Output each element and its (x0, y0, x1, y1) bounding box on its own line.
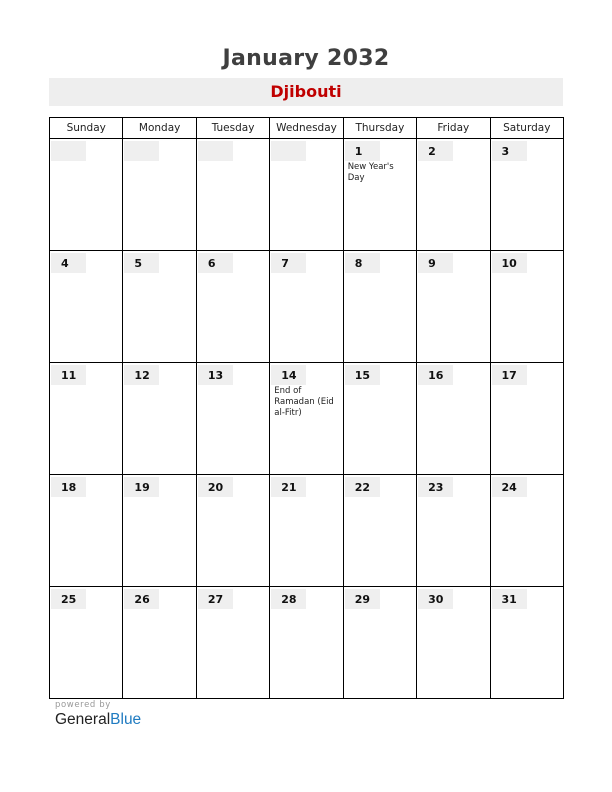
brand-footer (55, 700, 141, 729)
day-number: 10 (492, 253, 527, 273)
day-cell (490, 363, 563, 475)
country-name: Djibouti (270, 82, 342, 101)
day-number: 31 (492, 589, 527, 609)
day-cell (490, 251, 563, 363)
day-number: 7 (271, 253, 306, 273)
day-cell (196, 139, 269, 251)
day-number: 19 (124, 477, 159, 497)
day-number (124, 141, 159, 161)
day-number: 11 (51, 365, 86, 385)
day-cell (270, 475, 343, 587)
day-cell (270, 587, 343, 699)
day-number: 29 (345, 589, 380, 609)
week-row (50, 139, 564, 251)
day-cell (50, 363, 123, 475)
day-number (198, 141, 233, 161)
week-row (50, 363, 564, 475)
day-cell (343, 251, 416, 363)
day-number: 30 (418, 589, 453, 609)
day-cell (270, 363, 343, 475)
day-number: 12 (124, 365, 159, 385)
day-number: 21 (271, 477, 306, 497)
logo-text-general: General (55, 711, 111, 728)
day-cell (343, 139, 416, 251)
day-cell (196, 251, 269, 363)
day-number: 9 (418, 253, 453, 273)
day-cell (417, 139, 490, 251)
day-number: 13 (198, 365, 233, 385)
day-number: 17 (492, 365, 527, 385)
day-number: 22 (345, 477, 380, 497)
day-cell (343, 475, 416, 587)
day-cell (123, 139, 196, 251)
day-number: 25 (51, 589, 86, 609)
calendar-grid (49, 117, 564, 699)
day-cell (490, 587, 563, 699)
day-cell (123, 475, 196, 587)
day-cell (50, 475, 123, 587)
day-number: 18 (51, 477, 86, 497)
week-row (50, 475, 564, 587)
day-number: 1 (345, 141, 380, 161)
day-number: 15 (345, 365, 380, 385)
week-row (50, 251, 564, 363)
day-number: 24 (492, 477, 527, 497)
day-cell (417, 363, 490, 475)
weekday-tuesday: Tuesday (196, 118, 269, 139)
day-number: 4 (51, 253, 86, 273)
day-cell (343, 363, 416, 475)
day-cell (417, 251, 490, 363)
weekday-thursday: Thursday (343, 118, 416, 139)
day-number: 5 (124, 253, 159, 273)
day-cell (417, 587, 490, 699)
day-number: 8 (345, 253, 380, 273)
holiday-label: New Year's Day (347, 162, 394, 183)
day-number: 3 (492, 141, 527, 161)
weekday-sunday: Sunday (50, 118, 123, 139)
day-number (271, 141, 306, 161)
day-cell (270, 139, 343, 251)
weekday-wednesday: Wednesday (270, 118, 343, 139)
day-number (51, 141, 86, 161)
day-cell (50, 139, 123, 251)
day-cell (123, 587, 196, 699)
day-cell (417, 475, 490, 587)
weekday-header-row (50, 118, 564, 139)
day-number: 23 (418, 477, 453, 497)
day-number: 27 (198, 589, 233, 609)
day-cell (50, 251, 123, 363)
day-cell (196, 587, 269, 699)
day-number: 2 (418, 141, 453, 161)
day-cell (343, 587, 416, 699)
day-cell (270, 251, 343, 363)
country-banner (49, 78, 563, 106)
day-cell (490, 475, 563, 587)
day-cell (490, 139, 563, 251)
day-number: 28 (271, 589, 306, 609)
day-number: 6 (198, 253, 233, 273)
day-cell (123, 251, 196, 363)
day-number: 14 (271, 365, 306, 385)
day-number: 26 (124, 589, 159, 609)
day-cell (123, 363, 196, 475)
day-cell (196, 363, 269, 475)
logo-text-blue: Blue (110, 711, 142, 728)
day-cell (196, 475, 269, 587)
weekday-friday: Friday (417, 118, 490, 139)
day-cell (50, 587, 123, 699)
day-number: 16 (418, 365, 453, 385)
weekday-monday: Monday (123, 118, 196, 139)
day-number: 20 (198, 477, 233, 497)
page-title: January 2032 (222, 46, 390, 71)
weekday-saturday: Saturday (490, 118, 563, 139)
holiday-label: End of Ramadan (Eid al-Fitr) (274, 386, 334, 418)
powered-by-text: powered by (55, 700, 111, 710)
generalblue-logo (55, 711, 141, 729)
week-row (50, 587, 564, 699)
